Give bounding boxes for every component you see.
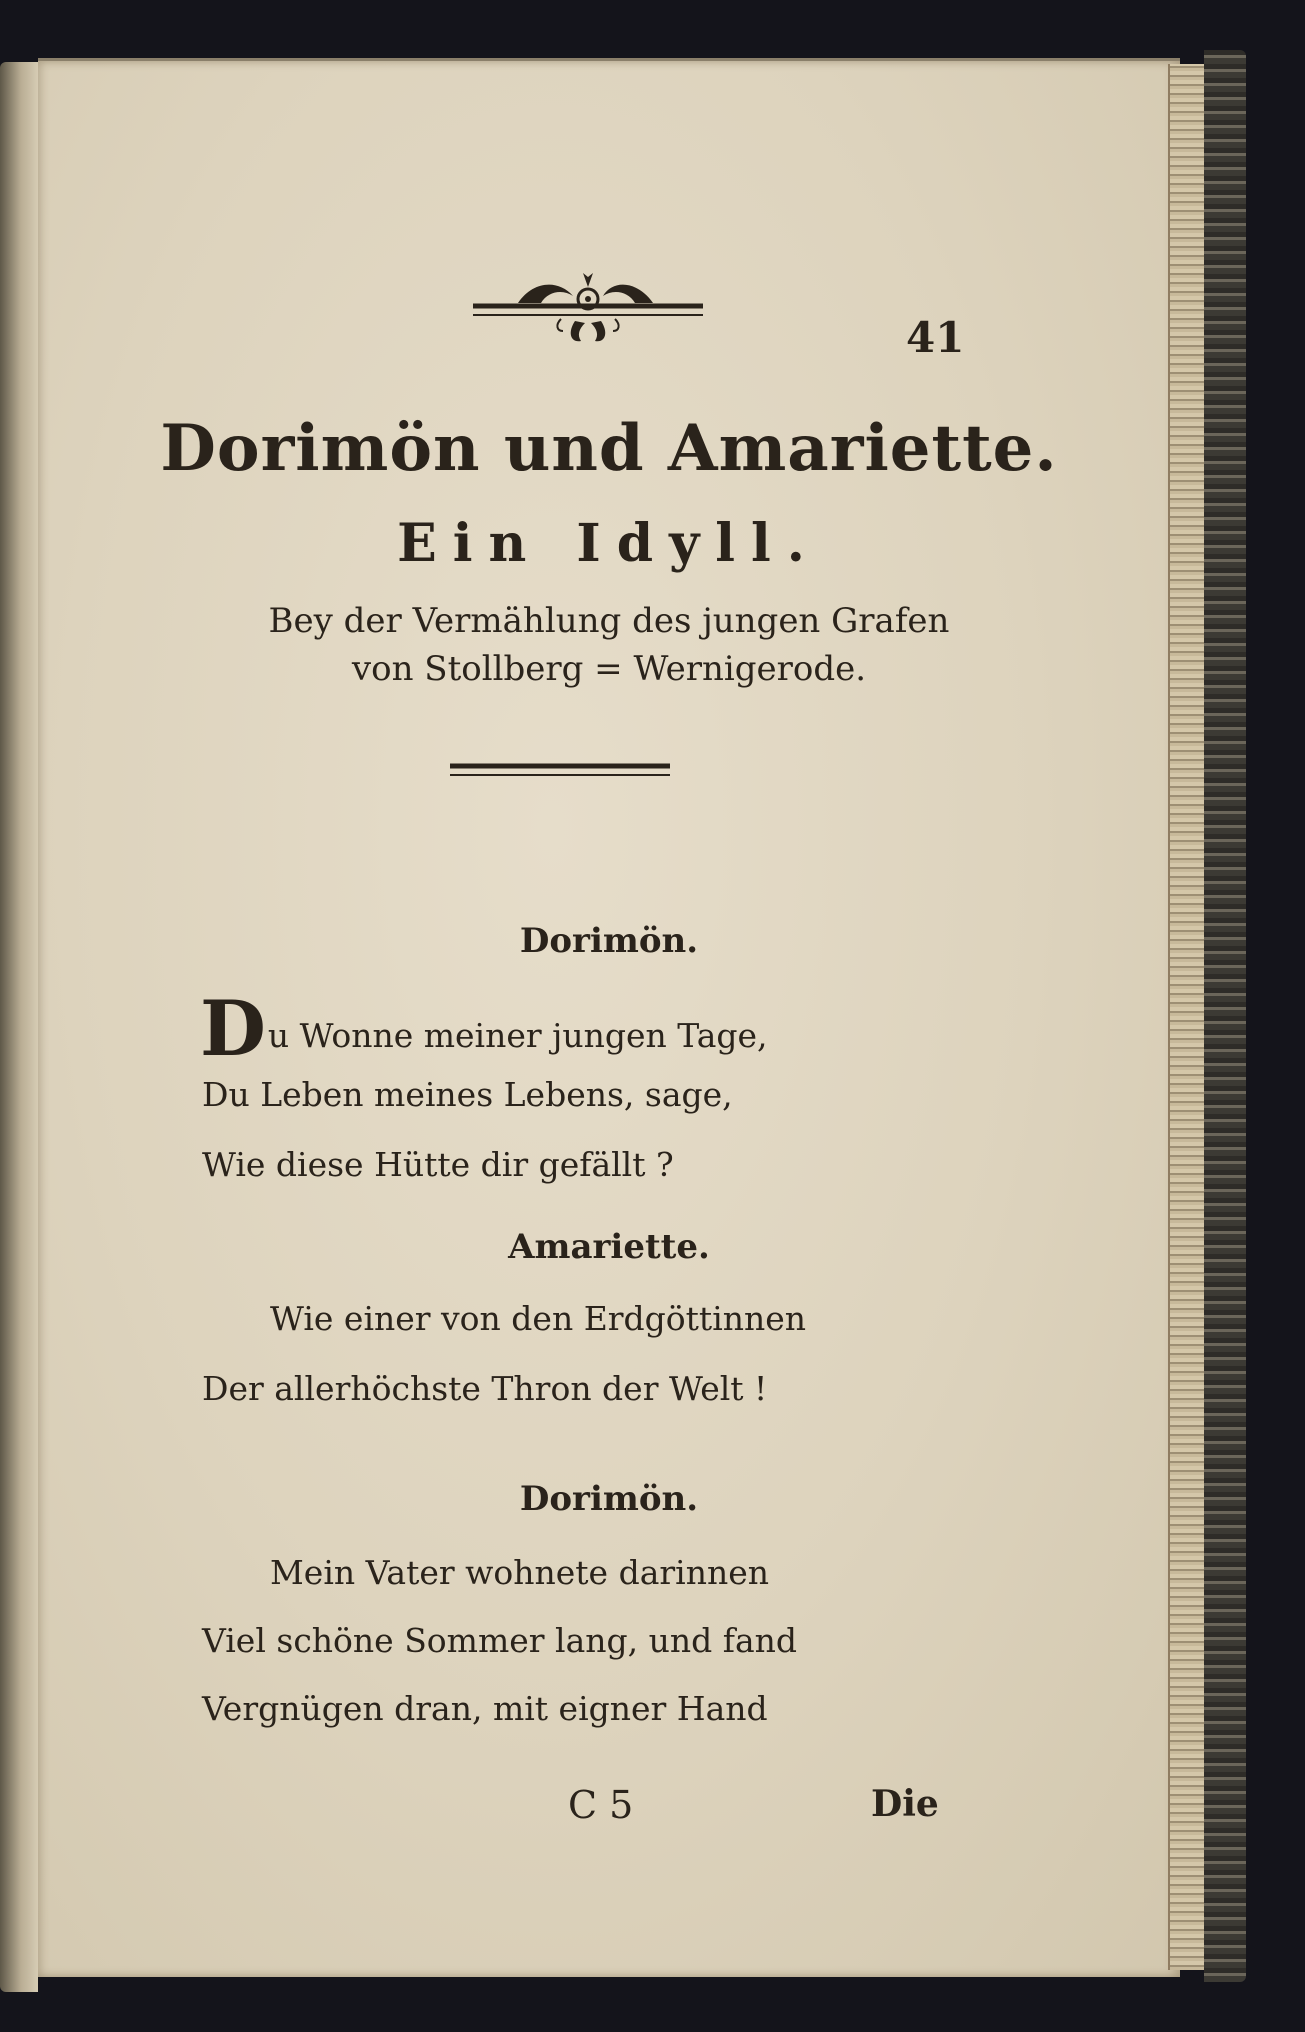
poem-subtitle: Ein Idyll.: [397, 513, 821, 574]
speaker-heading: Amariette.: [508, 1227, 710, 1267]
adjacent-page-edge: [0, 62, 38, 1992]
verse-line: [200, 984, 768, 1073]
dedication-line: Bey der Vermählung des jungen Grafen: [268, 601, 950, 641]
book-page: [38, 58, 1180, 1977]
page-number: 41: [906, 313, 965, 362]
page-fore-edge: [1168, 64, 1206, 1970]
verse-line: Wie einer von den Erdgöttinnen: [270, 1299, 807, 1338]
book-cover-edge: [1204, 50, 1246, 1982]
verse-line: Viel schöne Sommer lang, und fand: [202, 1621, 798, 1660]
page-content: [38, 61, 1180, 1977]
signature-mark: C 5: [568, 1783, 634, 1827]
verse-line: Du Leben meines Lebens, sage,: [202, 1075, 733, 1114]
speaker-heading: Dorimön.: [519, 1479, 699, 1519]
dedication: [38, 597, 1180, 693]
dedication-line: von Stollberg = Wernigerode.: [351, 649, 867, 689]
speaker-heading: Dorimön.: [519, 921, 699, 961]
verse-line: Der allerhöchste Thron der Welt !: [202, 1369, 768, 1408]
drop-cap-letter: D: [200, 984, 266, 1073]
verse-text: u Wonne meiner jungen Tage,: [267, 1016, 768, 1055]
verse-line: Vergnügen dran, mit eigner Hand: [202, 1689, 768, 1728]
floral-ornament-icon: [463, 251, 713, 371]
verse-line: Wie diese Hütte dir gefällt ?: [202, 1145, 674, 1184]
verse-line: Mein Vater wohnete darinnen: [270, 1553, 769, 1592]
poem-title: Dorimön und Amariette.: [160, 411, 1058, 486]
double-rule-divider: [450, 761, 670, 781]
catchword: Die: [871, 1783, 939, 1825]
